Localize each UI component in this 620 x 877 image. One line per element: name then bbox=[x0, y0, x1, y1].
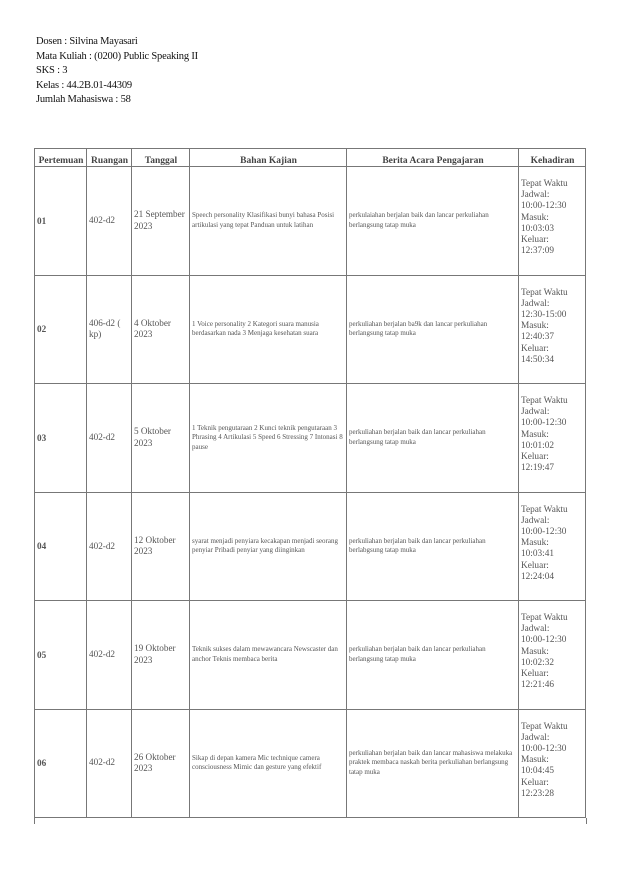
schedule-value: 10:00-12:30 bbox=[521, 526, 567, 537]
attendance-cell bbox=[519, 275, 586, 384]
schedule-value: 10:00-12:30 bbox=[521, 418, 567, 429]
check-in-label: Masuk: bbox=[521, 755, 549, 766]
report-cell: perkuliahan berjalan baik dan lancar perkuliahan berlangsung tatap muka bbox=[347, 601, 519, 710]
check-in-value: 12:40:37 bbox=[521, 332, 555, 343]
meeting-number: 06 bbox=[35, 709, 87, 817]
table-row bbox=[35, 167, 586, 276]
check-out-value: 12:23:28 bbox=[521, 788, 555, 799]
report-cell: perkuliahan berjalan baik dan lancar perkuliahan berlangsung tatap muka bbox=[347, 384, 519, 493]
check-in-label: Masuk: bbox=[521, 321, 549, 332]
check-out-label: Keluar: bbox=[521, 777, 549, 788]
col-header-material: Bahan Kajian bbox=[190, 149, 347, 167]
check-out-value: 12:19:47 bbox=[521, 463, 555, 474]
room-cell: 402-d2 bbox=[87, 167, 132, 276]
meeting-number: 05 bbox=[35, 601, 87, 710]
check-in-label: Masuk: bbox=[521, 538, 549, 549]
attendance-status: Tepat Waktu bbox=[521, 396, 568, 406]
room-cell: 402-d2 bbox=[87, 709, 132, 817]
check-in-value: 10:04:45 bbox=[521, 766, 555, 777]
check-out-label: Keluar: bbox=[521, 560, 549, 571]
table-row bbox=[35, 384, 586, 493]
attendance-status: Tepat Waktu bbox=[521, 287, 568, 298]
date-cell: 4 Oktober 2023 bbox=[132, 275, 190, 384]
date-cell: 19 Oktober 2023 bbox=[132, 601, 190, 710]
schedule-value: 12:30-15:00 bbox=[521, 309, 567, 320]
check-in-label: Masuk: bbox=[521, 429, 549, 440]
meeting-number: 02 bbox=[35, 275, 87, 384]
check-out-value: 14:50:34 bbox=[521, 354, 555, 365]
schedule-value: 10:00-12:30 bbox=[521, 743, 567, 754]
check-in-value: 10:03:41 bbox=[521, 549, 555, 560]
check-in-value: 10:01:02 bbox=[521, 440, 555, 451]
attendance-cell bbox=[519, 601, 586, 710]
report-cell: perkuliahan berjalan baik dan lancar perkuliahan berlabgsung tatap muka bbox=[347, 492, 519, 601]
material-cell: 1 Teknik pengutaraan 2 Kunci teknik pengutaraan 3 Phrasing 4 Artikulasi 5 Speed 6 Stressing 7 Intonasi 8 pause bbox=[190, 384, 347, 493]
date-cell: 12 Oktober 2023 bbox=[132, 492, 190, 601]
credits-line: SKS : 3 bbox=[36, 65, 68, 76]
table-row bbox=[35, 492, 586, 601]
check-in-value: 10:02:32 bbox=[521, 657, 555, 668]
date-cell: 26 Oktober 2023 bbox=[132, 709, 190, 817]
check-in-value: 10:03:03 bbox=[521, 223, 555, 234]
lecturer-line: Dosen : Silvina Mayasari bbox=[36, 36, 138, 47]
course-header bbox=[36, 35, 198, 108]
class-line: Kelas : 44.2B.01-44309 bbox=[36, 79, 132, 91]
schedule-value: 10:00-12:30 bbox=[521, 201, 567, 212]
attendance-status: Tepat Waktu bbox=[521, 179, 568, 189]
schedule-label: Jadwal: bbox=[521, 515, 550, 526]
room-cell: 406-d2 ( kp) bbox=[87, 275, 132, 384]
check-in-label: Masuk: bbox=[521, 646, 549, 657]
col-header-date: Tanggal bbox=[132, 149, 190, 167]
material-cell: Speech personality Klasifikasi bunyi bahasa Posisi artikulasi yang tepat Panduan untuk latihan bbox=[190, 167, 347, 276]
meeting-number: 01 bbox=[35, 167, 87, 276]
report-cell: perkuliahan berjalan baik dan lancar mahasiswa melakuka praktek membaca naskah berita perkuliahan berlangsung tatap muka bbox=[347, 709, 519, 817]
teaching-report-table bbox=[34, 148, 586, 818]
schedule-label: Jadwal: bbox=[521, 190, 550, 201]
room-cell: 402-d2 bbox=[87, 384, 132, 493]
material-cell: syarat menjadi penyiara kecakapan menjadi seorang penyiar Pribadi penyiar yang diinginkan bbox=[190, 492, 347, 601]
student-count-line: Jumlah Mahasiswa : 58 bbox=[36, 94, 131, 105]
col-header-attendance: Kehadiran bbox=[519, 149, 586, 167]
date-cell: 5 Oktober 2023 bbox=[132, 384, 190, 493]
attendance-cell bbox=[519, 492, 586, 601]
date-cell: 21 September 2023 bbox=[132, 167, 190, 276]
table-header-row bbox=[35, 149, 586, 167]
meeting-number: 03 bbox=[35, 384, 87, 493]
attendance-status: Tepat Waktu bbox=[521, 613, 568, 623]
col-header-report: Berita Acara Pengajaran bbox=[347, 149, 519, 167]
attendance-cell bbox=[519, 709, 586, 817]
check-in-label: Masuk: bbox=[521, 212, 549, 223]
check-out-value: 12:37:09 bbox=[521, 246, 555, 257]
check-out-label: Keluar: bbox=[521, 452, 549, 463]
schedule-value: 10:00-12:30 bbox=[521, 635, 567, 646]
check-out-value: 12:24:04 bbox=[521, 571, 555, 582]
check-out-value: 12:21:46 bbox=[521, 680, 555, 691]
col-header-room: Ruangan bbox=[87, 149, 132, 167]
room-cell: 402-d2 bbox=[87, 601, 132, 710]
room-cell: 402-d2 bbox=[87, 492, 132, 601]
check-out-label: Keluar: bbox=[521, 343, 549, 354]
attendance-cell bbox=[519, 167, 586, 276]
table-row bbox=[35, 601, 586, 710]
material-cell: Teknik sukses dalam mewawancara Newscaster dan anchor Teknis membaca berita bbox=[190, 601, 347, 710]
meeting-number: 04 bbox=[35, 492, 87, 601]
col-header-meeting: Pertemuan bbox=[35, 149, 87, 167]
check-out-label: Keluar: bbox=[521, 235, 549, 246]
check-out-label: Keluar: bbox=[521, 669, 549, 680]
schedule-label: Jadwal: bbox=[521, 624, 550, 635]
course-line: Mata Kuliah : (0200) Public Speaking II bbox=[36, 50, 198, 62]
schedule-label: Jadwal: bbox=[521, 732, 550, 743]
table-row bbox=[35, 275, 586, 384]
material-cell: Sikap di depan kamera Mic technique camera consciousness Mimic dan gesture yang efektif bbox=[190, 709, 347, 817]
table-continuation-edge bbox=[34, 818, 587, 824]
schedule-label: Jadwal: bbox=[521, 298, 550, 309]
report-cell: perkuliahan berjalan ba9k dan lancar perkuliahan berlangsung tatap muka bbox=[347, 275, 519, 384]
material-cell: 1 Voice personality 2 Kategori suara manusia berdasarkan nada 3 Menjaga kesehatan suara bbox=[190, 275, 347, 384]
table-row bbox=[35, 709, 586, 817]
attendance-cell bbox=[519, 384, 586, 493]
attendance-status: Tepat Waktu bbox=[521, 721, 568, 732]
report-cell: perkulaiahan berjalan baik dan lancar perkuliahan berlangsung tatap muka bbox=[347, 167, 519, 276]
schedule-label: Jadwal: bbox=[521, 407, 550, 418]
attendance-status: Tepat Waktu bbox=[521, 504, 568, 515]
